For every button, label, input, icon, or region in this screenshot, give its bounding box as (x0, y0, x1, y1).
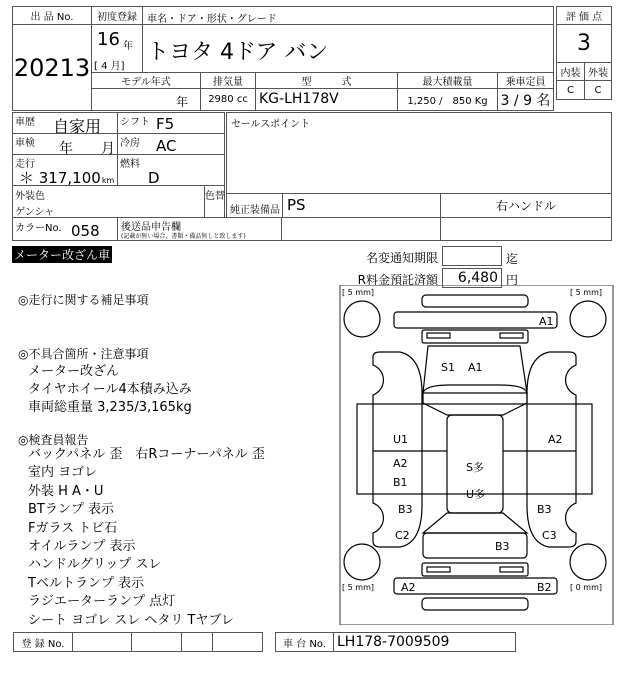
inspector-title: ◎検査員報告 (18, 433, 89, 447)
rear-bumper-outline (422, 598, 528, 610)
mileage-label: 走行 (15, 159, 35, 170)
chassis-label: 車 台 No. (275, 632, 334, 652)
max-load: 1,250 / 850 Kg (397, 88, 498, 111)
defects-list (28, 363, 192, 417)
interior-grade: C (556, 80, 585, 100)
inspector-item: BTランプ 表示 (28, 502, 114, 518)
mark-right-fender-b: B3 (537, 503, 552, 516)
inspector-item: 外装 H A・U (28, 483, 104, 499)
fuel-label: 燃料 (120, 159, 140, 170)
name-change-value (442, 246, 502, 266)
lot-label: 出 品 No. (12, 6, 92, 25)
later-items-note: (記載が無い場合、書類・備品無しと致します) (121, 233, 246, 240)
name-change-label: 名変通知期限 (365, 251, 438, 265)
capacity: 3 / 9 名 (497, 88, 554, 111)
mark-left-fender-c: C2 (395, 529, 410, 542)
displacement: 2980 cc (200, 88, 256, 111)
first-reg-label: 初度登録 (91, 6, 143, 25)
shift-cell (117, 112, 225, 134)
mark-tailgate: B3 (495, 540, 510, 553)
tread-rear-right: [ 0 mm] (570, 583, 603, 592)
driving-notes-title: ◎走行に関する補足事項 (18, 293, 149, 307)
mark-rear-bumper-right: B2 (537, 581, 552, 594)
fender-front-right (527, 352, 576, 404)
mileage: ＊ 317,100 (19, 169, 101, 187)
front-bumper (394, 312, 557, 328)
wheel-rear-right (570, 544, 606, 580)
shift: F5 (156, 115, 175, 133)
mark-roof-u: U多 (466, 488, 486, 501)
capacity-label: 乗車定員 (497, 72, 554, 89)
car-name-cell (142, 24, 554, 73)
shift-label: シフト (120, 117, 150, 128)
name-change-suffix: 迄 (506, 252, 519, 266)
windshield (423, 385, 527, 415)
diagram-frame (340, 285, 613, 625)
tread-rear-left: [ 5 mm] (342, 583, 375, 592)
score-label: 評 価 点 (556, 6, 612, 25)
color-change-label: 色替 (205, 191, 225, 202)
ac-label: 冷房 (120, 138, 140, 149)
inspection-label: 車検 (15, 138, 35, 149)
exterior-grade: C (584, 80, 612, 100)
mark-hood-s: S1 (441, 361, 455, 374)
wheel-rear-left (344, 544, 380, 580)
wheel-front-left (344, 301, 380, 337)
history: 自家用 (53, 117, 102, 136)
inspector-item: バックパネル 歪 右Rコーナーパネル 歪 (28, 447, 265, 462)
mark-right-front: A2 (548, 433, 563, 446)
defect-item: 車両総重量 3,235/3,165kg (28, 400, 192, 415)
tread-front-right: [ 5 mm] (570, 288, 603, 297)
defect-item: タイヤホイール4本積み込み (28, 382, 192, 397)
fuel: D (148, 169, 160, 187)
equipment-label: 純正装備品 (230, 205, 280, 216)
model-year-label: モデル年式 (91, 72, 201, 89)
car-name: トヨタ 4ドア バン (147, 40, 329, 65)
inspector-item: ラジエーターランプ 点灯 (28, 594, 176, 610)
inspector-item: シート ヨゴレ スレ ヘタリ Tヤブレ (28, 612, 234, 628)
inspector-item: オイルランプ 表示 (28, 539, 136, 555)
reg-no-label: 登 録 No. (13, 632, 73, 652)
lot-number: 20213 (12, 24, 92, 111)
chassis-number: LH178-7009509 (333, 632, 516, 652)
color: ゲンシャ (15, 207, 55, 218)
color-no-cell (12, 217, 118, 241)
score: 3 (556, 24, 612, 63)
model-year: 年 (91, 88, 201, 111)
inspector-list (28, 446, 265, 630)
mark-left-rear-b: B1 (393, 476, 408, 489)
mark-hood-a: A1 (468, 361, 483, 374)
reg-month: [ 4 月] (94, 61, 125, 72)
equipment: PS (282, 193, 441, 218)
blank-cell (440, 217, 612, 241)
history-label: 車歴 (15, 117, 35, 128)
inspector-item: Fガラス トビ石 (28, 520, 118, 536)
ac-cell (117, 133, 225, 155)
ac: AC (156, 137, 177, 155)
mark-left-rear-a: A2 (393, 457, 408, 470)
equipment-label-cell (226, 193, 283, 218)
reg-no-cell (72, 632, 132, 652)
inspector-item: 室内 ヨゴレ (28, 465, 98, 481)
rear-window (423, 513, 527, 533)
fender-front-left (373, 352, 422, 404)
mark-left-front: U1 (393, 433, 409, 446)
blank-cell (281, 217, 441, 241)
sales-point: セールスポイント (226, 112, 612, 194)
tailgate (423, 533, 527, 558)
color-cell (12, 185, 205, 218)
rear-lights (422, 563, 528, 576)
mileage-unit: km (101, 176, 115, 185)
reg-no-cell (181, 632, 213, 652)
car-name-label: 車名・ドア・形状・グレード (142, 6, 554, 25)
tampered-badge: メーター改ざん車 (13, 248, 110, 262)
mileage-cell (12, 154, 118, 186)
color-label: 外装色 (15, 191, 45, 202)
model-type: KG-LH178V (255, 88, 398, 111)
wheel-front-right (570, 301, 606, 337)
later-items-label: 後送品申告欄 (121, 222, 181, 233)
mark-rear-bumper-left: A2 (401, 581, 416, 594)
later-items-cell (117, 217, 282, 241)
grille (422, 330, 528, 343)
front-bumper-outline (422, 295, 528, 307)
color-change-cell (204, 185, 225, 218)
reg-no-cell (212, 632, 263, 652)
mark-left-fender-b: B3 (398, 503, 413, 516)
displacement-label: 排気量 (200, 72, 256, 89)
color-no: 058 (71, 222, 100, 240)
defects-title: ◎不具合箇所・注意事項 (18, 347, 149, 361)
recycle-value: 6,480 (442, 268, 502, 288)
inspector-item: ハンドルグリップ スレ (28, 557, 162, 573)
rear-bumper (394, 578, 557, 594)
history-cell (12, 112, 118, 134)
inspection: 年 月 (59, 141, 115, 157)
interior-label: 内装 (556, 62, 585, 81)
inspector-item: Tベルトランプ 表示 (28, 575, 145, 591)
defect-item: メーター改ざん (28, 364, 120, 379)
max-load-label: 最大積載量 (397, 72, 498, 89)
fuel-cell (117, 154, 225, 186)
car-damage-diagram (320, 285, 620, 625)
recycle-unit: 円 (506, 273, 519, 287)
reg-year: 16 (97, 29, 120, 50)
steering: 右ハンドル (440, 193, 612, 218)
mark-right-fender-c: C3 (542, 529, 557, 542)
reg-no-cell (131, 632, 182, 652)
recycle-label: R料金預託済額 (357, 273, 438, 287)
mark-front-bumper: A1 (539, 315, 554, 328)
mark-roof-s: S多 (466, 461, 484, 474)
reg-year-unit: 年 (123, 41, 133, 52)
color-no-label: カラーNo. (15, 223, 62, 234)
first-reg-cell (91, 24, 143, 73)
tread-front-left: [ 5 mm] (342, 288, 375, 297)
inspection-cell (12, 133, 118, 155)
exterior-label: 外装 (584, 62, 612, 81)
type-label: 型 式 (255, 72, 398, 89)
